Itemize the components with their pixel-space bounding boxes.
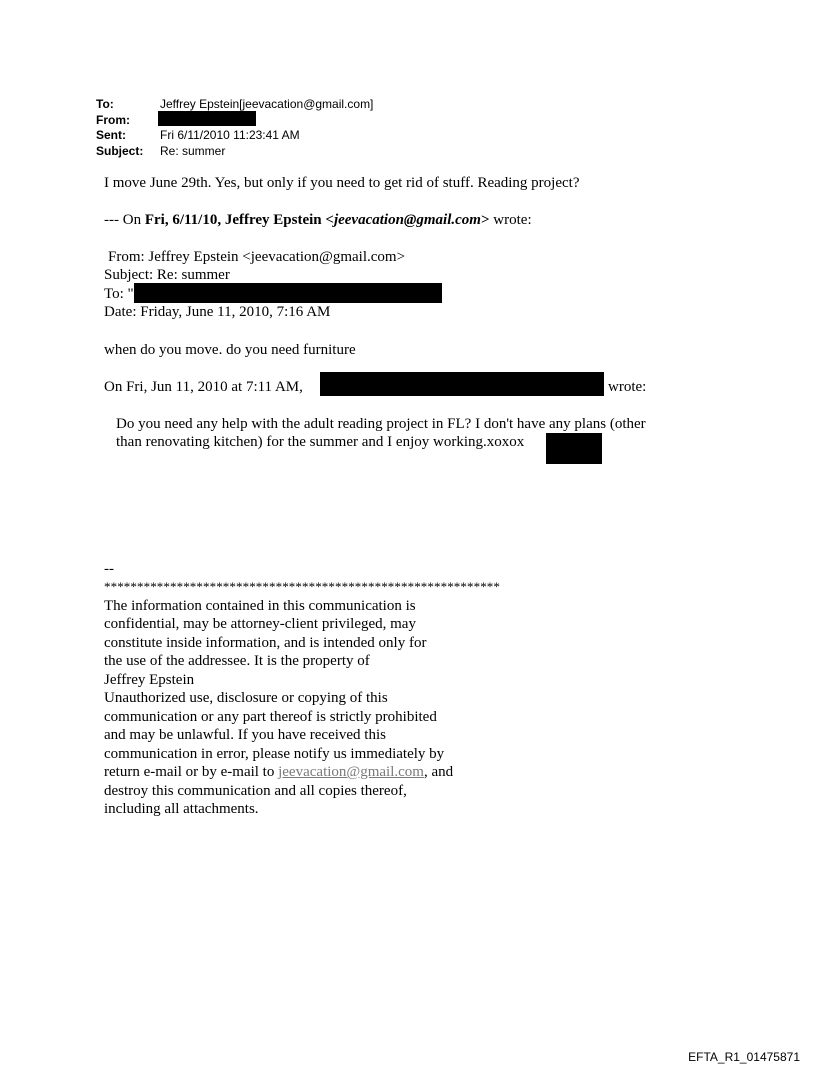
quote1-lt: <: [325, 212, 334, 228]
epstein-message: when do you move. do you need furniture: [104, 342, 356, 358]
disclaimer-line-5: Jeffrey Epstein: [104, 672, 195, 688]
disclaimer-return-suffix: , and: [423, 764, 454, 780]
disclaimer-line-1: The information contained in this communication is: [104, 598, 416, 614]
document-id: EFTA_R1_01475871: [688, 1050, 800, 1064]
forward-from: From: Jeffrey Epstein <jeevacation@gmail.com>: [108, 249, 406, 265]
subject-value: Re: summer: [160, 144, 226, 158]
quote2-prefix: On Fri, Jun 11, 2010 at 7:11 AM,: [104, 379, 303, 395]
forward-date: Date: Friday, June 11, 2010, 7:16 AM: [104, 304, 331, 320]
disclaimer-line-8: and may be unlawful. If you have received this: [104, 727, 386, 743]
subject-label: Subject:: [96, 144, 144, 158]
quote1-gt: >: [480, 212, 490, 228]
to-label: To:: [96, 97, 114, 111]
reply-body: I move June 29th. Yes, but only if you need to get rid of stuff. Reading project?: [104, 175, 580, 191]
sent-value: Fri 6/11/2010 11:23:41 AM: [160, 128, 300, 142]
quote2-redaction: [320, 372, 604, 396]
quote1-suffix: wrote:: [489, 212, 532, 228]
disclaimer-email-link[interactable]: jeevacation@gmail.com: [278, 764, 424, 780]
from-redaction: [158, 111, 256, 126]
quote1-sender: Fri, 6/11/10, Jeffrey Epstein: [144, 212, 326, 228]
disclaimer-line-4: the use of the addressee. It is the property of: [104, 653, 370, 669]
quote1-prefix: --- On: [104, 212, 145, 228]
disclaimer-line-9: communication in error, please notify us immediately by: [104, 746, 445, 762]
quote2-suffix: wrote:: [608, 379, 647, 395]
disclaimer-line-6: Unauthorized use, disclosure or copying of this: [104, 690, 388, 706]
disclaimer-line-12: including all attachments.: [104, 801, 259, 817]
forward-to-redaction: [134, 283, 442, 303]
original-message-line-2: than renovating kitchen) for the summer and I enjoy working.xoxox: [116, 434, 525, 450]
disclaimer-line-7: communication or any part thereof is strictly prohibited: [104, 709, 437, 725]
disclaimer-line-2: confidential, may be attorney-client privileged, may: [104, 616, 416, 632]
disclaimer-line-10: [104, 763, 453, 781]
to-value: Jeffrey Epstein[jeevacation@gmail.com]: [160, 97, 374, 111]
quote-attribution-1: [104, 211, 532, 229]
from-label: From:: [96, 113, 130, 127]
signoff-redaction: [546, 433, 602, 464]
forward-to: To: ": [104, 286, 134, 302]
signature-stars: ************************************************************: [104, 579, 500, 594]
quote1-email: jeevacation@gmail.com: [333, 212, 481, 228]
sent-label: Sent:: [96, 128, 126, 142]
disclaimer-line-11: destroy this communication and all copies thereof,: [104, 783, 407, 799]
disclaimer-line-3: constitute inside information, and is intended only for: [104, 635, 427, 651]
signature-dashes: --: [104, 561, 114, 577]
original-message-line-1: Do you need any help with the adult reading project in FL? I don't have any plans (other: [116, 416, 646, 432]
forward-subject: Subject: Re: summer: [104, 267, 230, 283]
disclaimer-return-prefix: return e-mail or by e-mail to: [104, 764, 279, 780]
